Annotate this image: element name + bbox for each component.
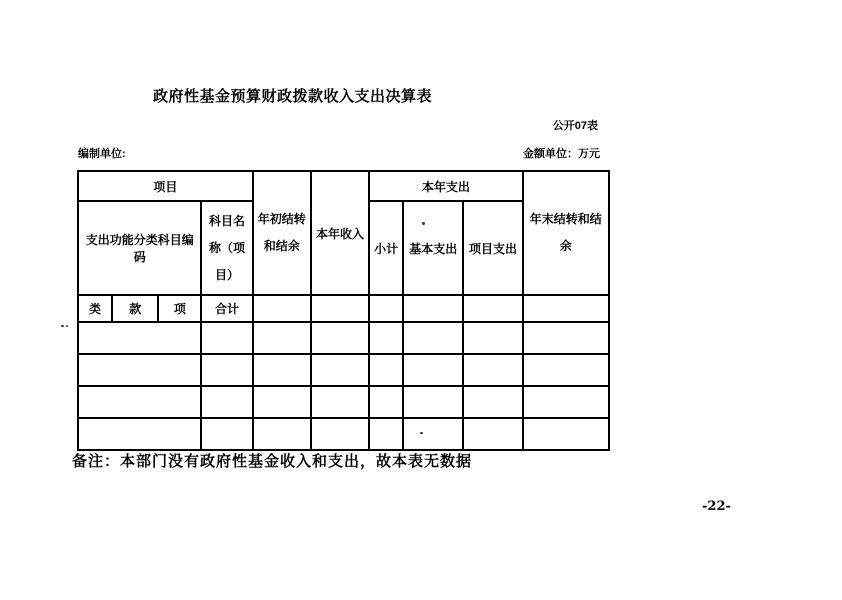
empty-cell	[403, 354, 463, 386]
scan-speck	[66, 325, 68, 327]
total-basic-expenditure-cell	[403, 295, 463, 322]
empty-cell	[253, 322, 311, 354]
empty-cell	[311, 322, 369, 354]
empty-cell	[201, 354, 252, 386]
scan-speck	[420, 432, 423, 434]
total-subtotal-cell	[369, 295, 403, 322]
empty-cell	[523, 354, 609, 386]
empty-cell	[369, 418, 403, 450]
empty-cell	[369, 386, 403, 418]
header-class-col: 类	[78, 295, 112, 322]
total-row	[78, 295, 609, 322]
empty-data-row	[78, 354, 609, 386]
empty-cell	[253, 354, 311, 386]
empty-code-cell	[78, 418, 201, 450]
header-current-year-expenditure: 本年支出	[369, 171, 523, 201]
empty-cell	[311, 354, 369, 386]
amount-unit-label: 金额单位：万元	[523, 148, 600, 160]
header-year-end-balance: 年末结转和结余	[523, 171, 609, 295]
header-project-expenditure: 项目支出	[463, 201, 522, 295]
total-year-end-balance-cell	[523, 295, 609, 322]
empty-data-row	[78, 322, 609, 354]
header-current-year-income: 本年收入	[311, 171, 369, 295]
empty-cell	[403, 418, 463, 450]
empty-cell	[463, 354, 522, 386]
empty-cell	[253, 418, 311, 450]
scan-speck	[61, 325, 64, 327]
header-section-col: 款	[112, 295, 158, 322]
empty-data-row	[78, 418, 609, 450]
page-title: 政府性基金预算财政拨款收入支出决算表	[153, 88, 433, 105]
page-number: -22-	[702, 499, 731, 514]
header-item-group: 项目	[78, 171, 253, 201]
empty-code-cell	[78, 322, 201, 354]
empty-cell	[369, 322, 403, 354]
fund-budget-table	[77, 170, 610, 451]
empty-code-cell	[78, 354, 201, 386]
header-item-col: 项	[158, 295, 201, 322]
total-income-cell	[311, 295, 369, 322]
header-opening-balance: 年初结转和结余	[253, 171, 311, 295]
prepared-by-label: 编制单位:	[78, 148, 126, 160]
empty-cell	[463, 386, 522, 418]
header-row-1	[78, 171, 609, 201]
empty-cell	[201, 322, 252, 354]
empty-code-cell	[78, 386, 201, 418]
header-subtotal: 小计	[369, 201, 403, 295]
header-subject-name: 科目名称（项目）	[201, 201, 252, 295]
empty-cell	[201, 386, 252, 418]
empty-cell	[523, 322, 609, 354]
empty-cell	[523, 386, 609, 418]
empty-cell	[201, 418, 252, 450]
empty-cell	[311, 418, 369, 450]
empty-cell	[523, 418, 609, 450]
empty-cell	[311, 386, 369, 418]
total-row-label: 合计	[201, 295, 252, 322]
form-code-label: 公开07表	[552, 120, 598, 132]
total-opening-balance-cell	[253, 295, 311, 322]
empty-cell	[403, 322, 463, 354]
header-expense-code: 支出功能分类科目编码	[78, 201, 201, 295]
scan-speck	[422, 222, 425, 225]
empty-cell	[463, 418, 522, 450]
empty-cell	[403, 386, 463, 418]
header-basic-expenditure: 基本支出	[403, 201, 463, 295]
empty-data-row	[78, 386, 609, 418]
empty-cell	[463, 322, 522, 354]
remark-note: 备注：本部门没有政府性基金收入和支出，故本表无数据	[72, 453, 473, 470]
empty-cell	[369, 354, 403, 386]
empty-cell	[253, 386, 311, 418]
total-project-expenditure-cell	[463, 295, 522, 322]
